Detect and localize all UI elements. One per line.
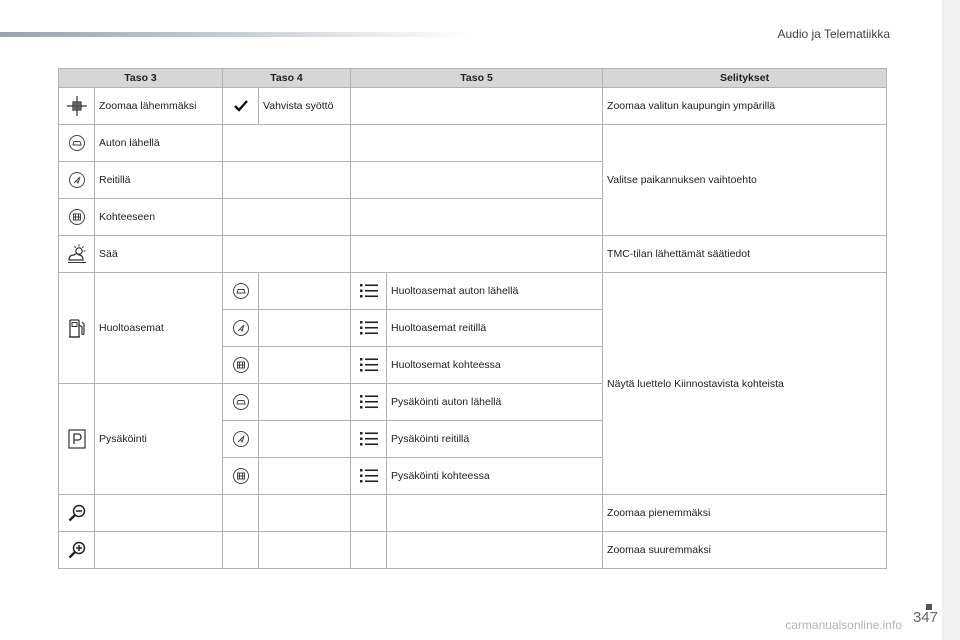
zoom-out-description: Zoomaa pienemmäksi [603,495,887,532]
table-header-row [59,69,887,88]
parking-dest-label: Pysäköinti kohteessa [387,458,603,495]
car-icon [223,384,259,421]
stations-label: Huoltoasemat [95,273,223,384]
zoom-in-label: Zoomaa lähemmäksi [95,88,223,125]
table-row [59,532,887,569]
check-icon [223,88,259,125]
list-icon [351,421,387,458]
route-icon [59,162,95,199]
empty-cell [351,495,387,532]
list-icon [351,273,387,310]
weather-label: Sää [95,236,223,273]
position-description: Valitse paikannuksen vaihtoehto [603,125,887,236]
empty-cell [351,532,387,569]
section-title: Audio ja Telematiikka [777,27,890,41]
empty-cell [223,162,351,199]
stations-dest-label: Huoltosemat kohteessa [387,347,603,384]
parking-icon [59,384,95,495]
car-icon [223,273,259,310]
fuel-pump-icon [59,273,95,384]
empty-cell [351,88,603,125]
col-header-level3: Taso 3 [59,69,223,88]
table-row [59,236,887,273]
empty-cell [259,347,351,384]
empty-cell [351,125,603,162]
destination-icon [223,458,259,495]
route-icon [223,310,259,347]
destination-label: Kohteeseen [95,199,223,236]
table-row [59,88,887,125]
empty-cell [259,273,351,310]
car-icon [59,125,95,162]
zoom-out-icon [59,495,95,532]
empty-cell [351,236,603,273]
empty-cell [223,125,351,162]
empty-cell [259,495,351,532]
list-icon [351,347,387,384]
empty-cell [387,532,603,569]
zoom-crosshair-icon [59,88,95,125]
empty-cell [223,199,351,236]
poi-description: Näytä luettelo Kiinnostavista kohteista [603,273,887,495]
empty-cell [95,532,223,569]
watermark: carmanualsonline.info [785,618,902,632]
list-icon [351,384,387,421]
on-route-label: Reitillä [95,162,223,199]
menu-table [58,68,887,569]
zoom-more-description: Zoomaa suuremmaksi [603,532,887,569]
list-icon [351,310,387,347]
empty-cell [95,495,223,532]
page-number: 347 [912,609,938,626]
empty-cell [259,384,351,421]
empty-cell [351,162,603,199]
parking-label: Pysäköinti [95,384,223,495]
table-row [59,495,887,532]
weather-description: TMC-tilan lähettämät säätiedot [603,236,887,273]
empty-cell [259,532,351,569]
destination-icon [59,199,95,236]
parking-route-label: Pysäköinti reitillä [387,421,603,458]
page-edge [942,0,960,640]
table-row [59,273,887,310]
col-header-explanations: Selitykset [603,69,887,88]
table-row [59,125,887,162]
empty-cell [223,532,259,569]
list-icon [351,458,387,495]
zoom-in-icon [59,532,95,569]
col-header-level4: Taso 4 [223,69,351,88]
empty-cell [351,199,603,236]
empty-cell [259,310,351,347]
destination-icon [223,347,259,384]
empty-cell [259,421,351,458]
empty-cell [223,495,259,532]
header-bar [0,32,470,37]
empty-cell [259,458,351,495]
col-header-level5: Taso 5 [351,69,603,88]
stations-near-label: Huoltoasemat auton lähellä [387,273,603,310]
stations-route-label: Huoltoasemat reitillä [387,310,603,347]
weather-icon [59,236,95,273]
zoom-in-description: Zoomaa valitun kaupungin ympärillä [603,88,887,125]
near-vehicle-label: Auton lähellä [95,125,223,162]
empty-cell [223,236,351,273]
confirm-entry-label: Vahvista syöttö [259,88,351,125]
route-icon [223,421,259,458]
empty-cell [387,495,603,532]
parking-near-label: Pysäköinti auton lähellä [387,384,603,421]
